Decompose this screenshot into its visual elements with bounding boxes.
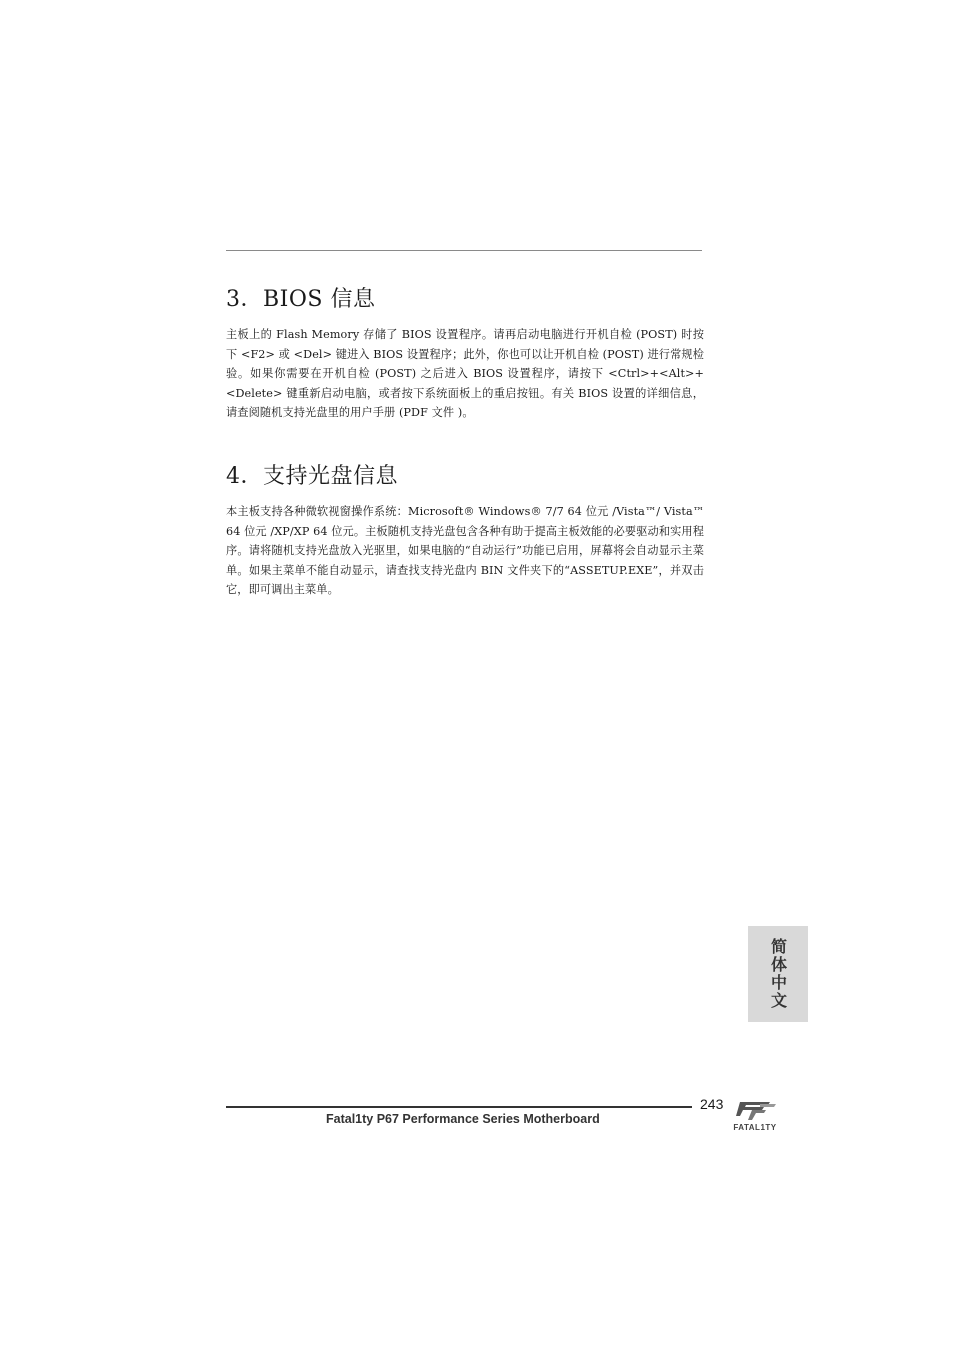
- fatal1ty-logo: [730, 1098, 780, 1136]
- fatal1ty-logo-text: FATAL1TY: [733, 1123, 777, 1132]
- language-tab: [748, 926, 808, 1022]
- top-divider: [226, 250, 702, 251]
- page-number: 243: [700, 1096, 724, 1112]
- section-body-bios: 主板上的 Flash Memory 存储了 BIOS 设置程序。请再启动电脑进行开机自检 (POST) 时按下 <F2> 或 <Del> 键进入 BIOS 设置程序；此外，你也可以让开机自检 (POST) 进行常规检验。如果你需要在开机自检 (POST) 之后进入 BIOS 设置程序，请按下 <Ctrl>+<Alt>+<Delete> 键重新启动电脑，或者按下系统面板上的重启按钮。有关 BIOS 设置的详细信息，请查阅随机支持光盘里的用户手册 (PDF 文件 )。: [226, 328, 704, 419]
- footer-title: Fatal1ty P67 Performance Series Motherboard: [326, 1112, 600, 1126]
- section-heading-support-cd: 4．支持光盘信息: [226, 464, 398, 489]
- section-body-support-cd: 本主板支持各种微软视窗操作系统：Microsoft® Windows® 7/7 64 位元 /Vista™/ Vista™ 64 位元 /XP/XP 64 位元。主板随机支持光盘包含各种有助于提高主板效能的必要驱动和实用程序。请将随机支持光盘放入光驱里，如果电脑的“自动运行”功能已启用，屏幕将会自动显示主菜单。如果主菜单不能自动显示，请查找支持光盘内 BIN 文件夹下的“ASSETUP.EXE”，并双击它，即可调出主菜单。: [226, 505, 704, 596]
- section-heading-bios: 3．BIOS 信息: [226, 287, 376, 312]
- section-support-cd: [226, 460, 704, 600]
- language-tab-label: 简体中文: [768, 938, 788, 1010]
- footer-divider: [226, 1106, 692, 1108]
- fatal1ty-logo-icon: [730, 1098, 780, 1122]
- section-bios: [226, 283, 704, 423]
